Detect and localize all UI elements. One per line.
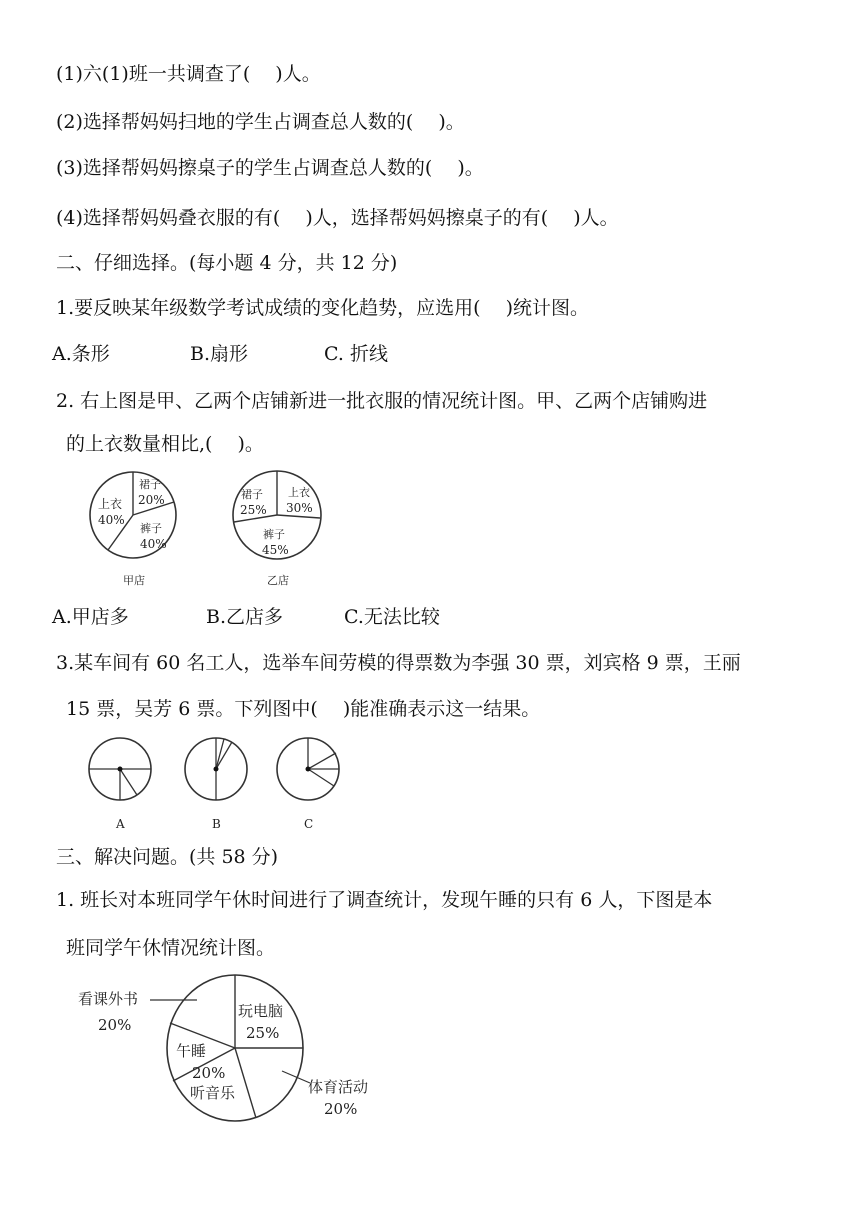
option-c: C. 折线 (324, 343, 388, 365)
pie-value: 30% (286, 501, 313, 515)
pie-label: 上衣 (288, 486, 310, 499)
question-1-2: (2)选择帮妈妈扫地的学生占调查总人数的( )。 (56, 111, 465, 133)
option-label: A (116, 817, 125, 831)
pie-value: 20% (192, 1064, 226, 1082)
pie-caption: 甲店 (123, 574, 145, 587)
pie-value: 20% (324, 1100, 358, 1118)
pie-label: 看课外书 (78, 990, 139, 1008)
pie-value: 20% (98, 1016, 132, 1034)
pie-value: 25% (240, 503, 267, 517)
noon-activity-pie-chart (70, 968, 400, 1128)
pie-label: 裤子 (263, 528, 285, 541)
option-b: B.乙店多 (206, 606, 284, 628)
pie-label: 上衣 (98, 497, 123, 511)
option-label: B (212, 817, 221, 831)
question-1-4: (4)选择帮妈妈叠衣服的有( )人，选择帮妈妈擦桌子的有( )人。 (56, 207, 619, 229)
option-b: B.扇形 (190, 343, 249, 365)
shop-a-pie-chart (88, 470, 198, 590)
section-3-question-1-line-2: 班同学午休情况统计图。 (66, 937, 276, 959)
pie-caption: 乙店 (267, 574, 289, 587)
pie-label: 裤子 (140, 522, 162, 535)
pie-value: 40% (98, 513, 125, 527)
pie-value: 20% (138, 493, 165, 507)
section-2-question-1: 1.要反映某年级数学考试成绩的变化趋势，应选用( )统计图。 (56, 297, 589, 319)
option-b-pie-chart (184, 734, 254, 834)
section-3-question-1-line-1: 1. 班长对本班同学午休时间进行了调查统计，发现午睡的只有 6 人，下图是本 (56, 889, 713, 911)
question-1-3: (3)选择帮妈妈擦桌子的学生占调查总人数的( )。 (56, 157, 484, 179)
section-3-heading: 三、解决问题。(共 58 分) (56, 846, 279, 868)
pie-value: 40% (140, 537, 167, 551)
shop-b-pie-chart (230, 470, 340, 590)
pie-label: 裙子 (241, 488, 263, 501)
option-a: A.条形 (52, 343, 110, 365)
question-1-1: (1)六(1)班一共调查了( )人。 (56, 63, 321, 85)
section-2-question-2-line-1: 2. 右上图是甲、乙两个店铺新进一批衣服的情况统计图。甲、乙两个店铺购进 (56, 390, 708, 412)
section-2-question-3-line-2: 15 票，吴芳 6 票。下列图中( )能准确表示这一结果。 (66, 698, 541, 720)
option-label: C (304, 817, 314, 831)
pie-value: 45% (262, 543, 289, 557)
pie-label: 听音乐 (190, 1084, 236, 1102)
section-2-question-3-line-1: 3.某车间有 60 名工人，选举车间劳模的得票数为李强 30 票，刘宾格 9 票，王丽 (56, 652, 741, 674)
option-a-pie-chart (88, 734, 158, 834)
pie-label: 午睡 (176, 1042, 207, 1060)
option-c: C.无法比较 (344, 606, 440, 628)
section-2-question-2-line-2: 的上衣数量相比,( )。 (66, 433, 264, 455)
pie-value: 25% (246, 1024, 280, 1042)
pie-label: 体育活动 (308, 1078, 369, 1096)
option-c-pie-chart (276, 734, 346, 834)
section-2-heading: 二、仔细选择。(每小题 4 分，共 12 分) (56, 252, 398, 274)
pie-label: 裙子 (139, 478, 161, 491)
option-a: A.甲店多 (52, 606, 129, 628)
pie-label: 玩电脑 (238, 1002, 284, 1020)
